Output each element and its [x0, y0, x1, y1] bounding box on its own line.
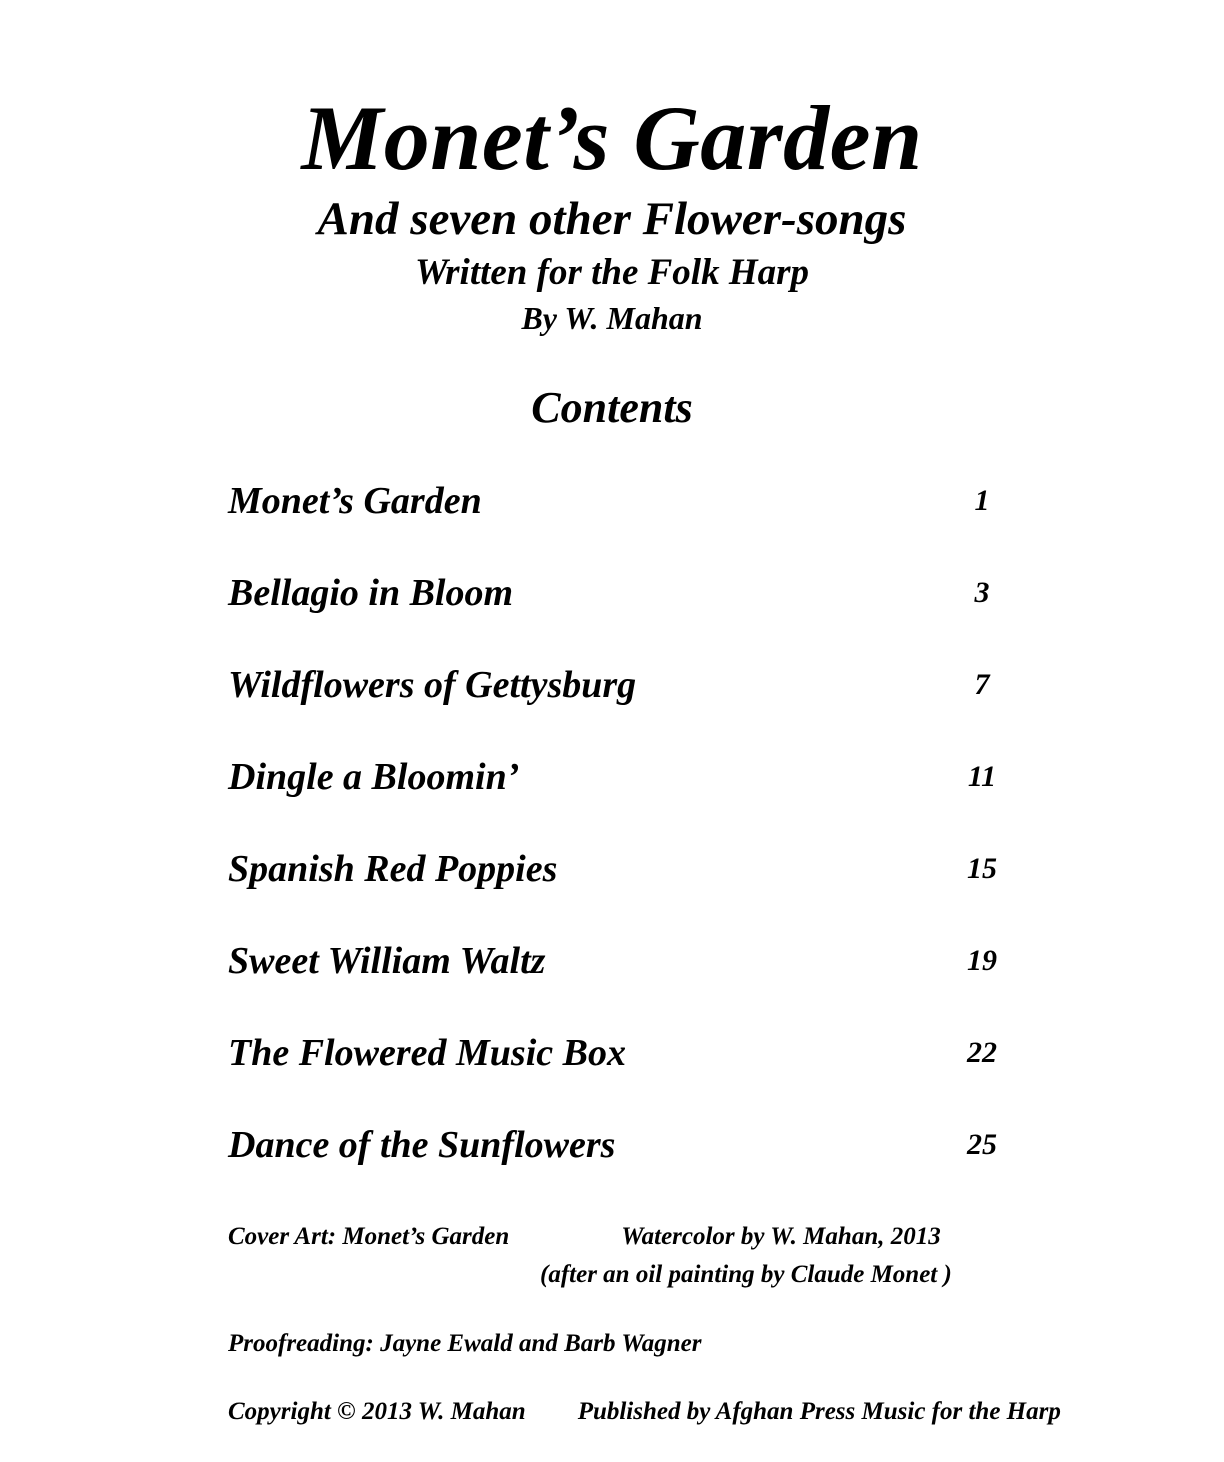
contents-heading: Contents — [531, 383, 693, 432]
toc-entry-title: Bellagio in Bloom — [228, 572, 514, 614]
toc-entry[interactable] — [228, 574, 1018, 666]
document-subtitle: And seven other Flower-songs — [317, 193, 907, 245]
title-block — [0, 87, 1224, 336]
toc-entry-title: The Flowered Music Box — [228, 1032, 626, 1074]
toc-entry-page: 22 — [967, 1036, 997, 1069]
proofreading-credit: Proofreading: Jayne Ewald and Barb Wagner — [228, 1330, 702, 1357]
toc-entry-title: Wildflowers of Gettysburg — [228, 664, 637, 706]
cover-art-credit-row — [228, 1224, 1058, 1249]
toc-entry[interactable] — [228, 1126, 1018, 1218]
document-subtitle-secondary: Written for the Folk Harp — [414, 252, 810, 293]
cover-art-note: (after an oil painting by Claude Monet ) — [540, 1261, 952, 1288]
table-of-contents — [228, 482, 1018, 1218]
copyright-notice: Copyright © 2013 W. Mahan — [228, 1398, 526, 1425]
cover-art-label: Cover Art: Monet’s Garden — [228, 1223, 510, 1250]
credits-block — [228, 1223, 1061, 1425]
copyright-row — [228, 1398, 1061, 1425]
publisher-credit: Published by Afghan Press Music for the Harp — [577, 1398, 1061, 1425]
toc-entry-title: Dingle a Bloomin’ — [228, 756, 520, 798]
toc-entry-title: Spanish Red Poppies — [228, 848, 558, 890]
toc-entry-page: 7 — [974, 668, 990, 701]
toc-entry-page: 3 — [974, 576, 990, 609]
toc-entry-title: Dance of the Sunflowers — [228, 1124, 616, 1166]
toc-entry-title: Sweet William Waltz — [228, 940, 546, 982]
toc-entry-page: 25 — [967, 1128, 997, 1161]
document-byline: By W. Mahan — [521, 300, 703, 336]
toc-entry-page: 19 — [967, 944, 997, 977]
toc-entry-title: Monet’s Garden — [228, 480, 482, 522]
toc-entry[interactable] — [228, 482, 1018, 574]
toc-entry[interactable] — [228, 666, 1018, 758]
toc-entry[interactable] — [228, 1034, 1018, 1126]
toc-entry[interactable] — [228, 942, 1018, 1034]
toc-entry-page: 11 — [967, 760, 997, 793]
document-title: Monet’s Garden — [301, 87, 923, 189]
toc-entry[interactable] — [228, 758, 1018, 850]
toc-entry[interactable] — [228, 850, 1018, 942]
toc-entry-page: 15 — [967, 852, 997, 885]
toc-entry-page: 1 — [974, 484, 990, 517]
cover-art-medium: Watercolor by W. Mahan, 2013 — [621, 1223, 941, 1250]
